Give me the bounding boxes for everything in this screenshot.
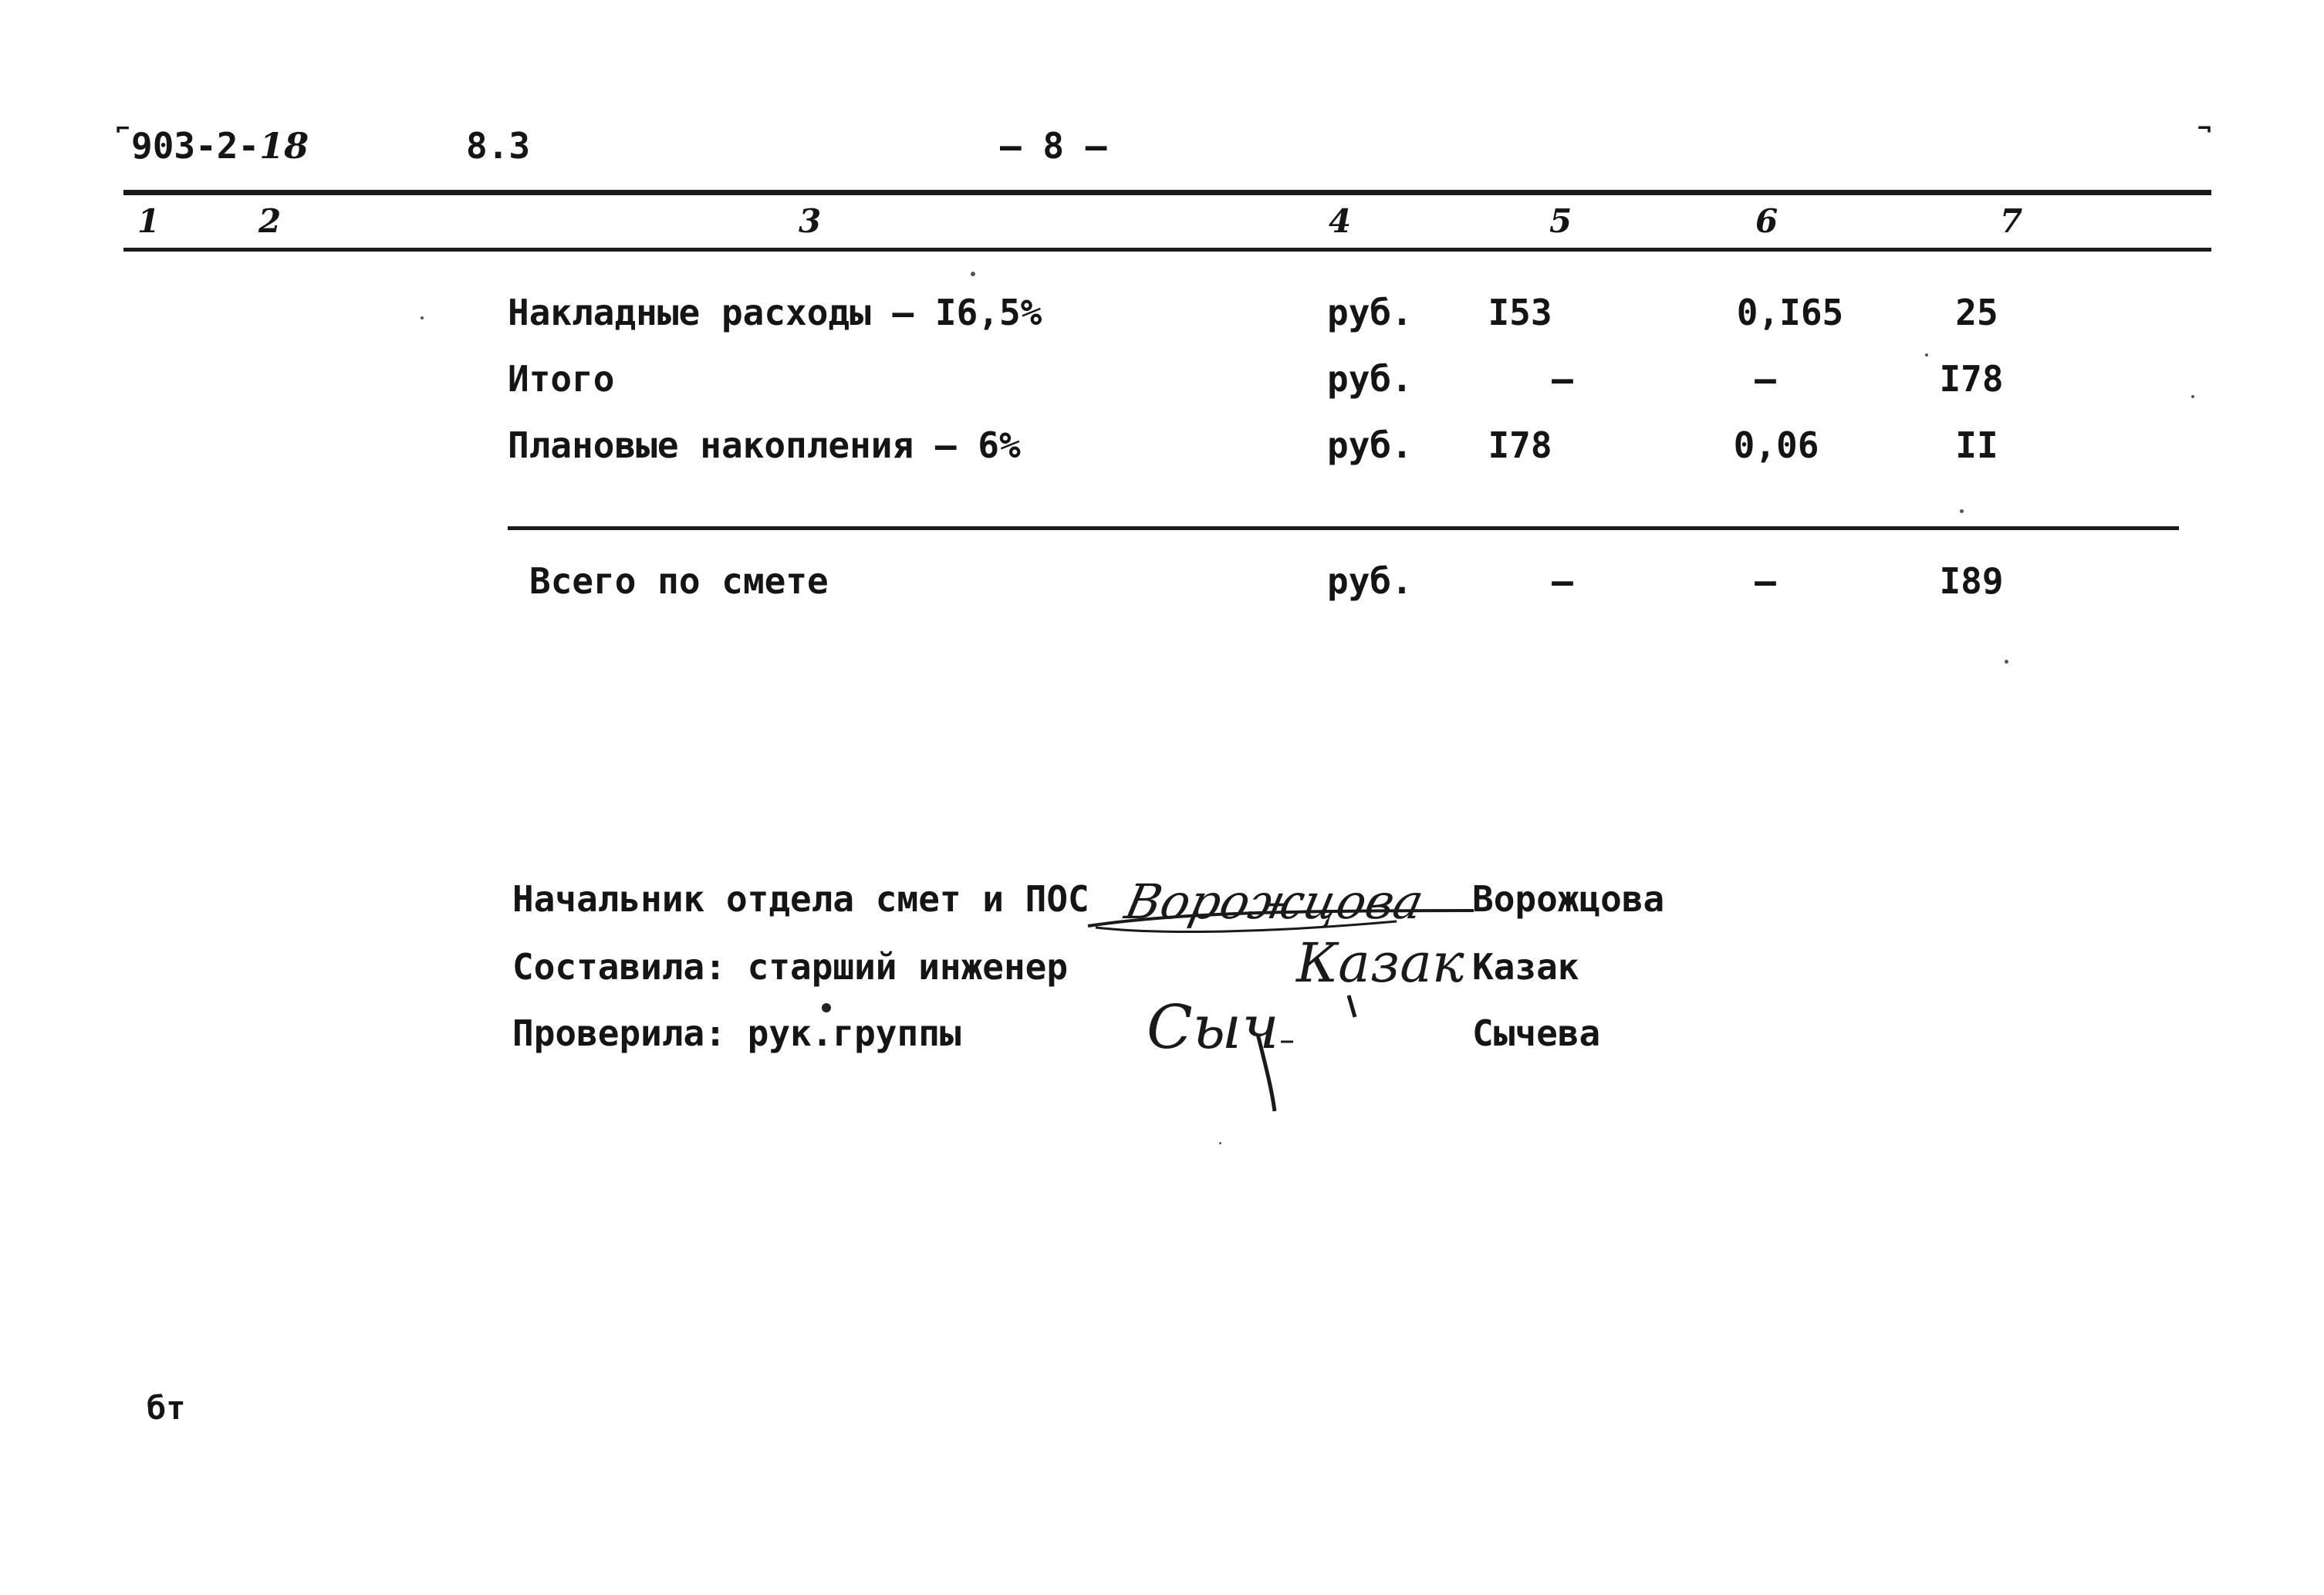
row-name: Плановые накопления – 6% (508, 424, 1021, 466)
row-total: II (1955, 424, 1998, 466)
signature-role: Проверила: рук.группы (512, 1012, 961, 1054)
corner-mark-top-right: ¬ (2197, 116, 2212, 143)
column-number-5: 5 (1549, 202, 1572, 240)
signatory-name: Сычева (1472, 1012, 1601, 1054)
column-number-6: 6 (1755, 202, 1778, 240)
row-total: 25 (1955, 292, 1998, 333)
scan-speck (2191, 395, 2194, 398)
column-number-7: 7 (2000, 202, 2023, 240)
footer-mark: бт (147, 1389, 186, 1427)
scan-speck (1219, 1142, 1221, 1144)
header-bottom-rule (123, 248, 2211, 252)
grand-total-value: I89 (1939, 560, 2004, 602)
scan-speck (822, 1003, 831, 1012)
column-number-3: 3 (799, 202, 822, 240)
document-code-prefix: 903-2- (131, 125, 260, 167)
column-number-1: 1 (137, 202, 160, 240)
signature-text: Сыч (1147, 993, 1279, 1063)
scan-speck (421, 316, 424, 319)
handwritten-signature-sycheva (1142, 980, 1343, 1119)
section-number: 8.3 (466, 125, 531, 167)
row-unit: руб. (1327, 424, 1413, 466)
document-code (131, 125, 309, 167)
signature-text: Ворожцова (1120, 874, 1429, 930)
row-rate: 0,06 (1733, 424, 1819, 466)
row-base: I78 (1488, 424, 1552, 466)
grand-total-label: Всего по смете (529, 560, 829, 602)
signature-role: Составила: старший инженер (512, 946, 1069, 988)
row-unit: руб. (1327, 358, 1413, 400)
scan-speck (1925, 353, 1928, 357)
row-rate: 0,I65 (1736, 292, 1844, 333)
corner-mark-top-left: ⌐ (116, 116, 130, 143)
column-number-4: 4 (1329, 202, 1352, 240)
row-total: I78 (1939, 358, 2004, 400)
signature-text: Казак (1296, 931, 1464, 995)
header-top-rule (123, 190, 2211, 195)
page-number: – 8 – (1000, 125, 1107, 167)
signature-role: Начальник отдела смет и ПОС (512, 878, 1089, 920)
column-number-2: 2 (258, 202, 282, 240)
grand-total-unit: руб. (1327, 560, 1413, 602)
total-rule (508, 526, 2179, 530)
grand-total-rate: – (1755, 560, 1776, 602)
row-base: I53 (1488, 292, 1552, 333)
row-name: Накладные расходы – I6,5% (508, 292, 1042, 333)
row-rate: – (1755, 358, 1776, 400)
signatory-name: Ворожцова (1472, 878, 1665, 920)
row-name: Итого (508, 358, 615, 400)
row-base: – (1552, 358, 1573, 400)
row-unit: руб. (1327, 292, 1413, 333)
signatory-name: Казак (1472, 946, 1579, 988)
document-code-suffix: 18 (259, 125, 309, 167)
scan-speck (971, 272, 975, 276)
scan-speck (2005, 660, 2008, 664)
scan-speck (1960, 509, 1964, 513)
grand-total-base: – (1552, 560, 1573, 602)
